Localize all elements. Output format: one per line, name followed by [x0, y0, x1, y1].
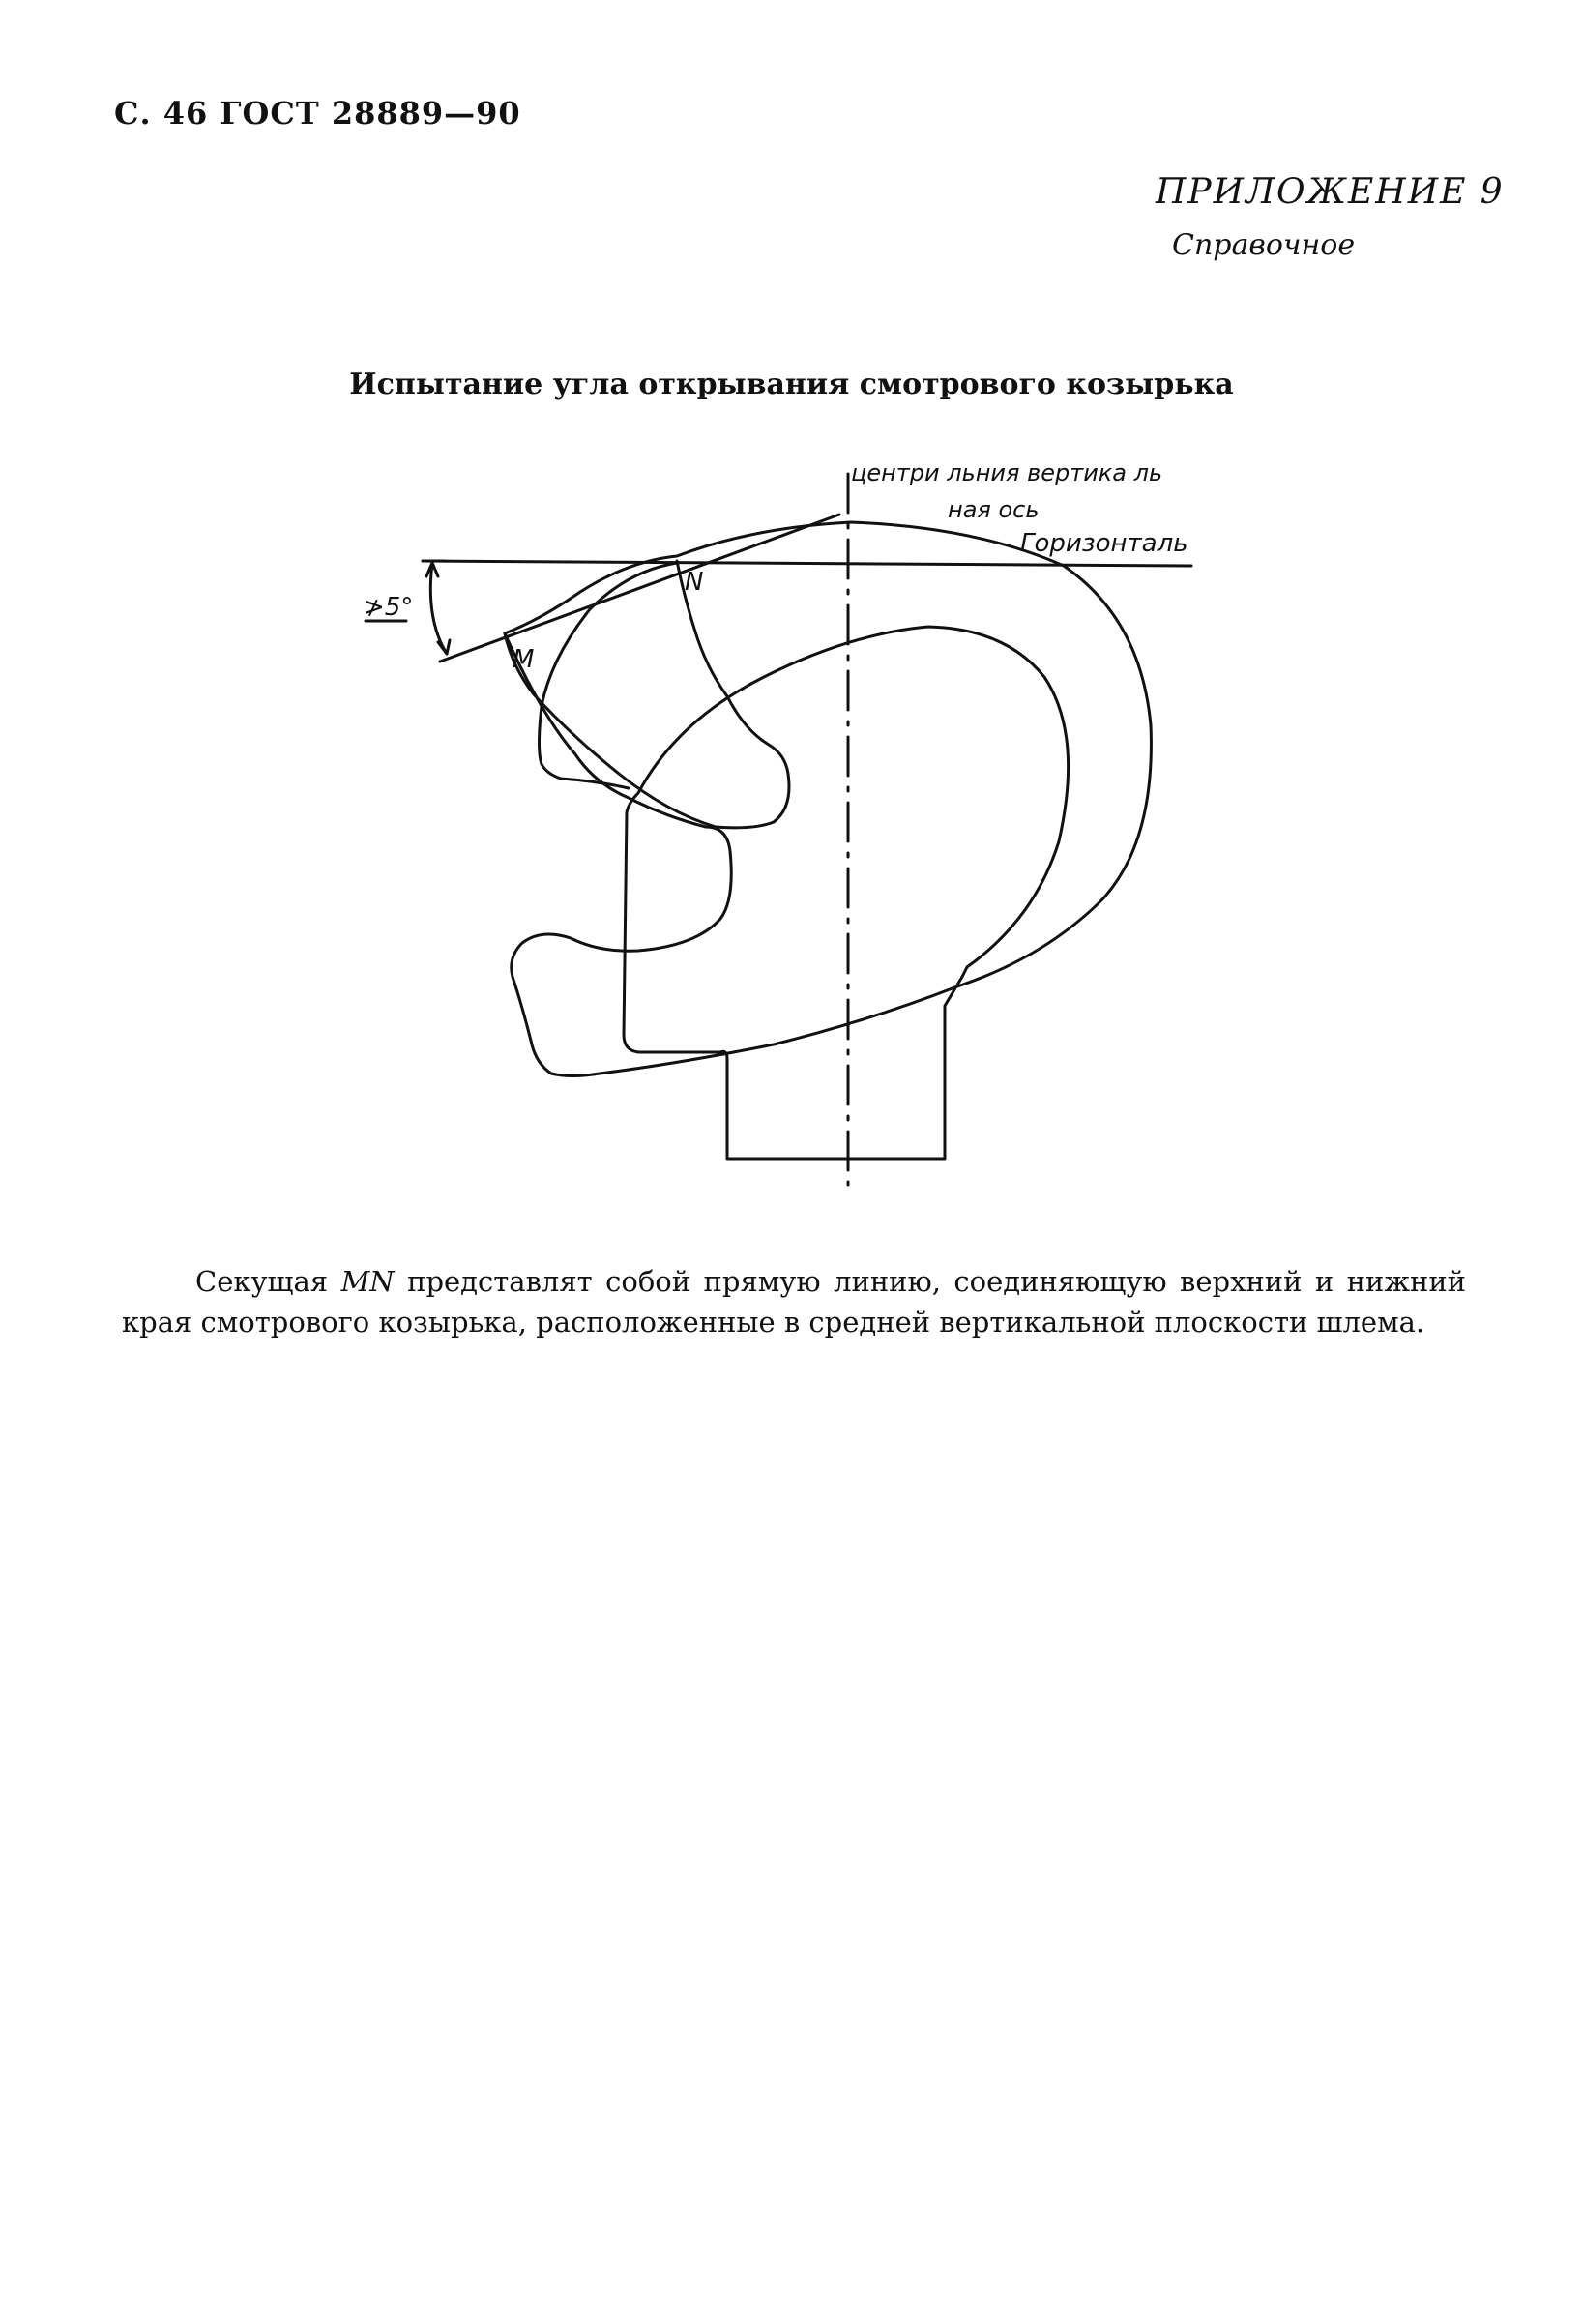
page-header: С. 46 ГОСТ 28889—90 [114, 95, 521, 132]
label-point-n: N [685, 568, 704, 597]
body-text: представлят собой прямую линию, соединяющую верхний и нижний края смотрового козырька, расположенные в средней вертикальной плоскости шлема. [122, 1265, 1467, 1339]
body-term-mn: MN [340, 1265, 395, 1298]
label-center-line-2: ная ось [948, 496, 1040, 523]
horizontal-line [423, 561, 1191, 566]
appendix-subtitle: Справочное [1172, 228, 1356, 262]
figure-title: Испытание угла открывания смотрового козырька [349, 368, 1234, 401]
helmet-shell [505, 522, 1151, 1076]
label-horizontal: Горизонталь [1020, 529, 1188, 558]
helmet-inner-edge [540, 563, 678, 788]
label-point-m: M [513, 645, 535, 674]
body-prefix: Секущая [195, 1265, 329, 1298]
head-profile [624, 627, 1069, 1159]
secant-mn-line [440, 515, 839, 662]
label-angle: ≯5° [364, 593, 414, 622]
label-center-line-1: центри льния вертика ль [851, 459, 1163, 486]
body-paragraph [122, 1261, 1466, 1342]
appendix-title: ПРИЛОЖЕНИЕ 9 [1156, 172, 1505, 212]
visor [505, 561, 789, 828]
